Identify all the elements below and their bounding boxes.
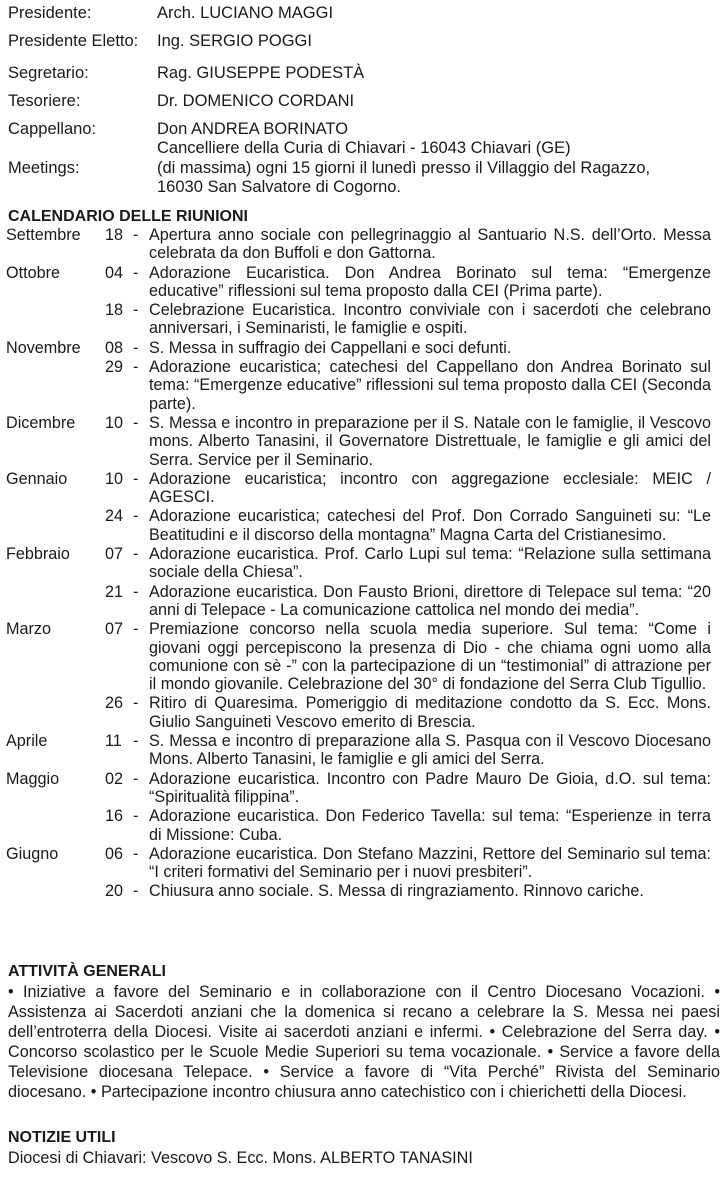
calendar-event [6,470,718,507]
calendar-list [6,226,718,901]
event-day: 02 [105,769,124,788]
event-description: S. Messa in suffragio dei Cappellani e soci defunti. [149,338,512,357]
calendar-event [6,620,718,693]
event-month: Marzo [6,620,51,639]
event-day: 18 [105,226,124,244]
event-separator: - [133,844,139,863]
event-description: Ritiro di Quaresima. Pomeriggio di meditazione condotto da S. Ecc. Mons. Giulio Sanguineti Vescovo emerito di Brescia. [149,694,711,731]
event-description: Adorazione eucaristica. Incontro con Padre Mauro De Gioia, d.O. sul tema: “Spiritualità filippina”. [149,769,711,806]
event-description: Adorazione eucaristica. Don Stefano Mazzini, Rettore del Seminario sul tema: “I criteri formativi del Seminario per i nuovi presbiteri”. [149,844,711,882]
calendar-event [6,882,718,900]
attivita-text: • Iniziative a favore del Seminario e in collaborazione con il Centro Diocesano Vocazioni. • Assistenza ai Sacerdoti anziani che la domenica si recano a celebrare la S. Messa nei paesi dell’entroterra della Diocesi. Visite ai sacerdoti anziani e infermi. • Celebrazione del Serra day. • Concorso scolastico per le Scuole Medie Superiori su tema vocazionale. • Service a favore della Televisione diocesana Telepace. • Service a favore di “Vita Perché” Rivista del Seminario diocesano. • Partecipazione incontro chiusura anno catechistico con i chierichetti della Diocesi. [8,983,720,1101]
officer-value: Don ANDREA BORINATO [157,120,349,138]
event-separator: - [133,545,139,564]
calendar-event [6,845,718,882]
event-day: 24 [105,507,124,526]
event-day: 06 [105,844,124,863]
event-day: 18 [105,301,124,320]
event-day: 29 [105,358,124,377]
event-day: 21 [105,582,124,601]
event-month: Febbraio [6,545,70,564]
event-month: Ottobre [6,263,60,282]
calendar-event [6,226,718,263]
event-month [6,358,105,413]
event-separator: - [133,413,139,432]
calendar-event [6,545,718,582]
calendar-event [6,732,718,769]
calendar-event [6,807,718,844]
calendar-event [6,507,718,544]
event-day: 26 [105,694,124,713]
event-separator: - [133,769,139,788]
event-description: Premiazione concorso nella scuola media superiore. Sul tema: “Come i giovani oggi percepiscono la presenza di Dio - che chiama ogni uomo alla comunione con sè -” con la partecipazione di un “testimonial” di attrazione per il mondo giovanile. Celebrazione del 30° di fondazione del Serra Club Tigullio. [149,620,711,694]
event-description: Adorazione eucaristica. Prof. Carlo Lupi sul tema: “Relazione sulla settimana sociale della Chiesa”. [149,545,711,582]
calendar-event [6,358,718,413]
event-separator: - [133,582,139,601]
officer-row [8,159,718,197]
event-description: S. Messa e incontro in preparazione per il S. Natale con le famiglie, il Vescovo mons. Alberto Tanasini, il Governatore Distrettuale, le famiglie e gli amici del Serra. Service per il Seminario. [149,413,711,469]
event-separator: - [133,226,139,244]
officer-label: Cappellano: [8,120,97,138]
officer-label: Presidente Eletto: [8,32,139,50]
event-description: Chiusura anno sociale. S. Messa di ringraziamento. Rinnovo cariche. [149,882,644,901]
officer-label: Presidente: [8,4,92,22]
event-description: Adorazione eucaristica; incontro con aggregazione ecclesiale: MEIC / AGESCI. [149,469,711,507]
calendar-event [6,414,718,469]
officers-block [8,2,718,197]
event-description: Adorazione Eucaristica. Don Andrea Borinato sul tema: “Emergenze educative” riflessioni sul tema proposto dalla CEI (Prima parte). [149,263,711,300]
event-month [6,882,105,900]
event-separator: - [133,338,139,357]
event-separator: - [133,882,139,901]
calendar-event [6,264,718,301]
event-description: Adorazione eucaristica. Don Federico Tavella: sul tema: “Esperienze in terra di Missione: Cuba. [149,807,711,844]
event-separator: - [133,358,139,377]
officer-row [8,30,718,52]
event-separator: - [133,469,139,488]
event-description: Apertura anno sociale con pellegrinaggio al Santuario N.S. dell’Orto. Messa celebrata da don Buffoli e don Gattorna. [149,226,711,263]
calendar-event [6,770,718,807]
calendar-event [6,583,718,620]
notizie-heading: NOTIZIE UTILI [8,1129,116,1146]
event-month: Gennaio [6,469,68,488]
officer-value: (di massima) ogni 15 giorni il lunedì presso il Villaggio del Ragazzo, [157,159,651,177]
event-day: 10 [105,413,124,432]
event-month: Aprile [6,732,48,751]
event-description: Celebrazione Eucaristica. Incontro conviviale con i sacerdoti che celebrano anniversari, i Seminaristi, le famiglie e ospiti. [149,301,711,338]
officer-label: Tesoriere: [8,92,81,110]
event-separator: - [133,807,139,826]
officer-value: 16030 San Salvatore di Cogorno. [157,178,402,196]
event-separator: - [133,507,139,526]
event-separator: - [133,732,139,751]
event-month [6,507,105,544]
event-description: S. Messa e incontro di preparazione alla S. Pasqua con il Vescovo Diocesano Mons. Alberto Tanasini, le famiglie e gli amici del Serra. [149,732,711,769]
notizie-text: Diocesi di Chiavari: Vescovo S. Ecc. Mons. ALBERTO TANASINI [8,1149,473,1167]
officer-row [8,2,718,24]
officer-row [8,62,718,84]
event-day: 10 [105,469,124,488]
event-description: Adorazione eucaristica. Don Fausto Brioni, direttore di Telepace sul tema: “20 anni di Telepace - La comunicazione cattolica nel mondo dei media”. [149,582,711,619]
event-day: 07 [105,545,124,564]
calendar-event [6,339,718,357]
attivita-heading: ATTIVITÀ GENERALI [8,963,166,980]
event-day: 20 [105,882,124,901]
officer-label: Meetings: [8,159,80,177]
event-month [6,694,105,731]
officer-value: Ing. SERGIO POGGI [157,32,312,50]
event-description: Adorazione eucaristica; catechesi del Prof. Don Corrado Sanguineti su: “Le Beatitudini e il discorso della montagna” Magna Carta del Cristianesimo. [149,507,711,544]
officer-value: Rag. GIUSEPPE PODESTÀ [157,64,365,82]
officer-value: Cancelliere della Curia di Chiavari - 16043 Chiavari (GE) [157,139,571,157]
officer-label: Segretario: [8,64,89,82]
event-day: 16 [105,807,124,826]
officer-value: Dr. DOMENICO CORDANI [157,92,355,110]
officer-row [8,120,718,158]
event-day: 07 [105,620,124,639]
event-separator: - [133,694,139,713]
event-day: 11 [105,732,122,751]
event-month: Novembre [6,338,81,357]
event-month: Dicembre [6,413,76,432]
officer-value: Arch. LUCIANO MAGGI [157,4,334,22]
event-separator: - [133,263,139,282]
calendar-event [6,301,718,338]
event-month: Giugno [6,844,59,863]
officer-row [8,90,718,112]
event-month [6,583,105,620]
event-month [6,807,105,844]
event-separator: - [133,301,139,320]
event-month: Maggio [6,769,60,788]
event-description: Adorazione eucaristica; catechesi del Cappellano don Andrea Borinato sul tema: “Emergenze educative” riflessioni sul tema proposto dalla CEI (Seconda parte). [149,358,711,413]
calendar-event [6,694,718,731]
event-month [6,301,105,338]
event-month: Settembre [6,226,81,244]
event-day: 08 [105,338,124,357]
event-separator: - [133,620,139,639]
calendar-heading: CALENDARIO DELLE RIUNIONI [8,208,248,225]
event-day: 04 [105,263,124,282]
